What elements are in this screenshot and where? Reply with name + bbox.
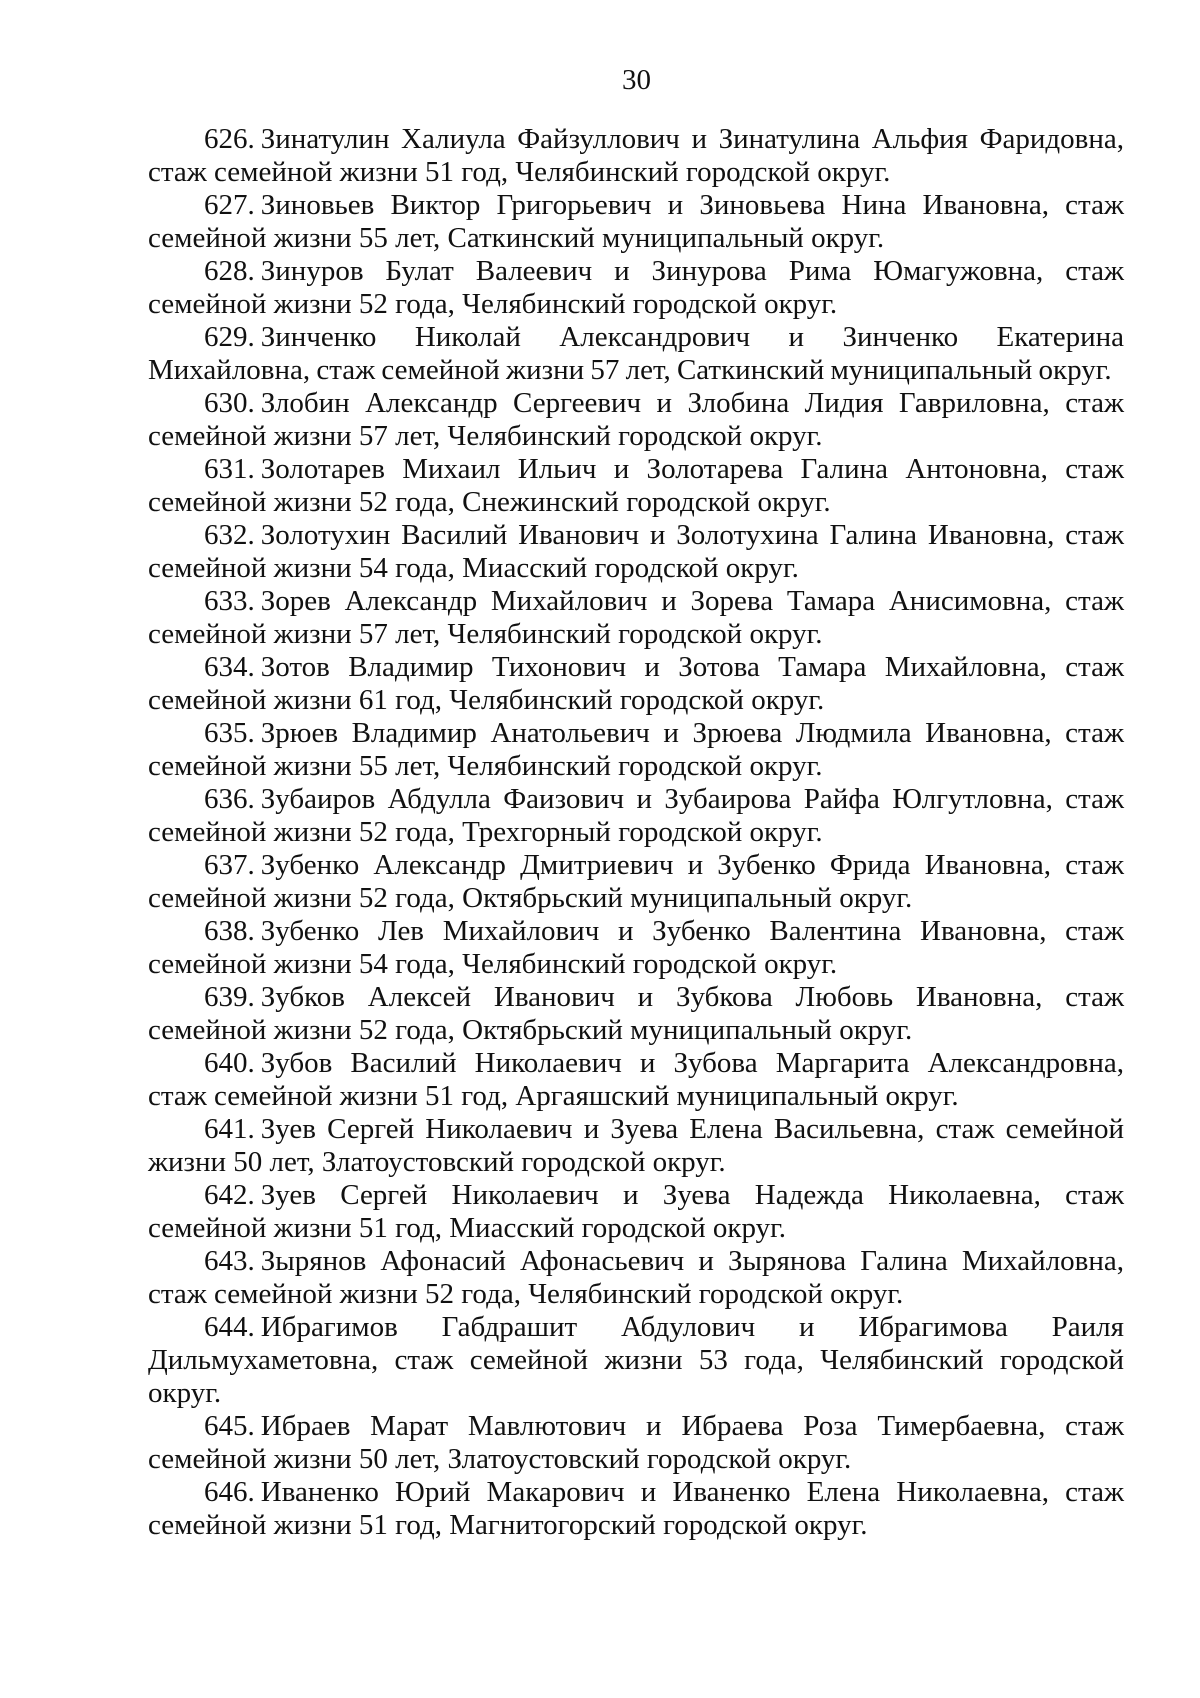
entry-text: Зотов Владимир Тихонович и Зотова Тамара Михайловна, стаж семейной жизни 61 год, Челябинский городской округ. [148,651,1124,716]
entry-number: 641. [204,1113,255,1145]
entry-text: Зорев Александр Михайлович и Зорева Тамара Анисимовна, стаж семейной жизни 57 лет, Челябинский городской округ. [148,585,1124,650]
entry-text: Зубенко Лев Михайлович и Зубенко Валентина Ивановна, стаж семейной жизни 54 года, Челябинский городской округ. [148,915,1124,980]
entry-number: 635. [204,717,255,749]
entry-text: Зинченко Николай Александрович и Зинченко Екатерина Михайловна, стаж семейной жизни 57 лет, Саткинский муниципальный округ. [148,321,1124,386]
entry-text: Зуев Сергей Николаевич и Зуева Надежда Николаевна, стаж семейной жизни 51 год, Миасский городской округ. [148,1179,1124,1244]
list-item [148,123,1124,189]
entry-text: Зуев Сергей Николаевич и Зуева Елена Васильевна, стаж семейной жизни 50 лет, Златоустовский городской округ. [148,1113,1124,1178]
entry-number: 636. [204,783,255,815]
entry-list [148,123,1124,1542]
entry-text: Зубенко Александр Дмитриевич и Зубенко Фрида Ивановна, стаж семейной жизни 52 года, Октябрьский муниципальный округ. [148,849,1124,914]
entry-text: Иваненко Юрий Макарович и Иваненко Елена Николаевна, стаж семейной жизни 51 год, Магнитогорский городской округ. [148,1476,1124,1541]
list-item [148,981,1124,1047]
entry-number: 629. [204,321,255,353]
list-item [148,1113,1124,1179]
entry-number: 645. [204,1410,255,1442]
entry-number: 638. [204,915,255,947]
entry-number: 643. [204,1245,255,1277]
entry-text: Зинуров Булат Валеевич и Зинурова Рима Юмагужовна, стаж семейной жизни 52 года, Челябинский городской округ. [148,255,1124,320]
entry-text: Зубков Алексей Иванович и Зубкова Любовь Ивановна, стаж семейной жизни 52 года, Октябрьский муниципальный округ. [148,981,1124,1046]
entry-text: Золотухин Василий Иванович и Золотухина Галина Ивановна, стаж семейной жизни 54 года, Миасский городской округ. [148,519,1124,584]
entry-text: Злобин Александр Сергеевич и Злобина Лидия Гавриловна, стаж семейной жизни 57 лет, Челябинский городской округ. [148,387,1124,452]
entry-text: Зырянов Афонасий Афонасьевич и Зырянова Галина Михайловна, стаж семейной жизни 52 года, Челябинский городской округ. [148,1245,1124,1310]
entry-text: Ибрагимов Габдрашит Абдулович и Ибрагимова Раиля Дильмухаметовна, стаж семейной жизни 53 года, Челябинский городской округ. [148,1311,1124,1409]
list-item [148,1476,1124,1542]
entry-number: 627. [204,189,255,221]
list-item [148,849,1124,915]
list-item [148,1179,1124,1245]
entry-text: Зубов Василий Николаевич и Зубова Маргарита Александровна, стаж семейной жизни 51 год, Аргаяшский муниципальный округ. [148,1047,1124,1112]
entry-number: 632. [204,519,255,551]
list-item [148,255,1124,321]
entry-text: Ибраев Марат Мавлютович и Ибраева Роза Тимербаевна, стаж семейной жизни 50 лет, Златоустовский городской округ. [148,1410,1124,1475]
entry-text: Зиновьев Виктор Григорьевич и Зиновьева Нина Ивановна, стаж семейной жизни 55 лет, Саткинский муниципальный округ. [148,189,1124,254]
entry-number: 646. [204,1476,255,1508]
entry-number: 631. [204,453,255,485]
entry-number: 640. [204,1047,255,1079]
entry-text: Зинатулин Халиула Файзуллович и Зинатулина Альфия Фаридовна, стаж семейной жизни 51 год, Челябинский городской округ. [148,123,1124,188]
entry-number: 633. [204,585,255,617]
entry-number: 634. [204,651,255,683]
entry-text: Зубаиров Абдулла Фаизович и Зубаирова Райфа Юлгутловна, стаж семейной жизни 52 года, Трехгорный городской округ. [148,783,1124,848]
list-item [148,453,1124,519]
list-item [148,1311,1124,1410]
list-item [148,717,1124,783]
entry-number: 639. [204,981,255,1013]
page-number: 30 [622,64,651,96]
entry-number: 630. [204,387,255,419]
list-item [148,783,1124,849]
list-item [148,189,1124,255]
list-item [148,519,1124,585]
list-item [148,1047,1124,1113]
list-item [148,585,1124,651]
list-item [148,321,1124,387]
list-item [148,1245,1124,1311]
list-item [148,387,1124,453]
list-item [148,915,1124,981]
entry-text: Зрюев Владимир Анатольевич и Зрюева Людмила Ивановна, стаж семейной жизни 55 лет, Челябинский городской округ. [148,717,1124,782]
entry-text: Золотарев Михаил Ильич и Золотарева Галина Антоновна, стаж семейной жизни 52 года, Снежинский городской округ. [148,453,1124,518]
entry-number: 637. [204,849,255,881]
entry-number: 642. [204,1179,255,1211]
entry-number: 628. [204,255,255,287]
list-item [148,651,1124,717]
entry-number: 644. [204,1311,255,1343]
entry-number: 626. [204,123,255,155]
list-item [148,1410,1124,1476]
